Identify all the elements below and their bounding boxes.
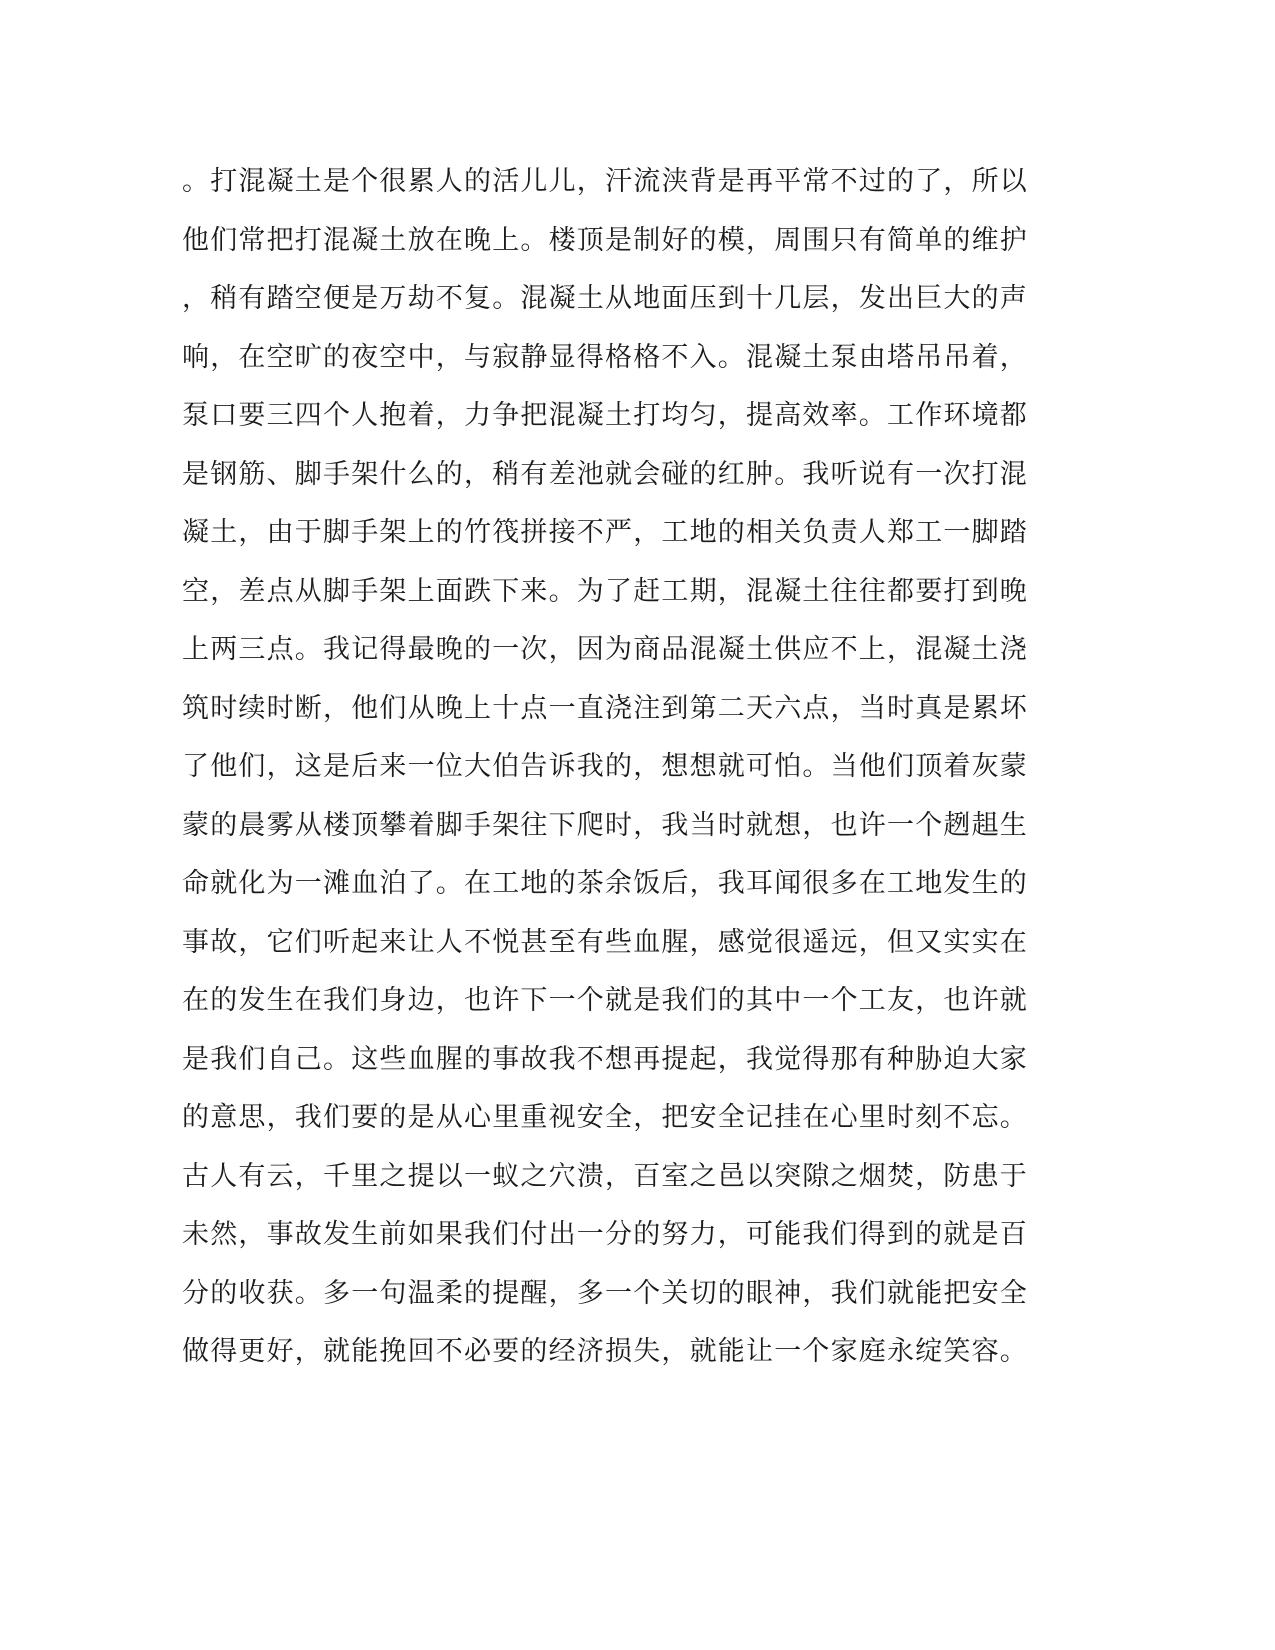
text-line: 命就化为一滩血泊了。在工地的茶余饭后，我耳闻很多在工地发生的: [182, 868, 1028, 899]
text-line: 泵口要三四个人抱着，力争把混凝土打均匀，提高效率。工作环境都: [182, 400, 1028, 431]
text-line: 在的发生在我们身边，也许下一个就是我们的其中一个工友，也许就: [182, 985, 1028, 1016]
text-line: 事故，它们听起来让人不悦甚至有些血腥，感觉很遥远，但又实实在: [182, 926, 1028, 958]
text-line: 响，在空旷的夜空中，与寂静显得格格不入。混凝土泵由塔吊吊着，: [182, 341, 1028, 373]
text-line: 凝土，由于脚手架上的竹筏拼接不严，工地的相关负责人郑工一脚踏: [182, 517, 1028, 548]
text-line: 他们常把打混凝土放在晚上。楼顶是制好的模，周围只有简单的维护: [182, 224, 1028, 256]
text-line: 是我们自己。这些血腥的事故我不想再提起，我觉得那有种胁迫大家: [182, 1043, 1028, 1075]
text-line: 是钢筋、脚手架什么的，稍有差池就会碰的红肿。我听说有一次打混: [182, 458, 1028, 490]
text-line: 筑时续时断，他们从晚上十点一直浇注到第二天六点，当时真是累坏: [182, 692, 1028, 724]
text-line: 蒙的晨雾从楼顶攀着脚手架往下爬时，我当时就想，也许一个趔趄生: [182, 809, 1028, 841]
text-line: 分的收获。多一句温柔的提醒，多一个关切的眼神，我们就能把安全: [182, 1277, 1028, 1309]
body-text: [182, 158, 1028, 1387]
text-line: 做得更好，就能挽回不必要的经济损失，就能让一个家庭永绽笑容。: [182, 1336, 1028, 1367]
text-line: 。打混凝土是个很累人的活儿儿，汗流浃背是再平常不过的了，所以: [182, 166, 1028, 197]
text-line: 上两三点。我记得最晚的一次，因为商品混凝土供应不上，混凝土浇: [182, 634, 1028, 665]
text-line: 的意思，我们要的是从心里重视安全，把安全记挂在心里时刻不忘。: [182, 1102, 1028, 1133]
text-line: 未然，事故发生前如果我们付出一分的努力，可能我们得到的就是百: [182, 1219, 1028, 1250]
text-line: 古人有云，千里之提以一蚁之穴溃，百室之邑以突隙之烟焚，防患于: [182, 1160, 1028, 1192]
text-line: 空，差点从脚手架上面跌下来。为了赶工期，混凝土往往都要打到晚: [182, 575, 1028, 607]
text-line: ，稍有踏空便是万劫不复。混凝土从地面压到十几层，发出巨大的声: [182, 283, 1028, 314]
text-line: 了他们，这是后来一位大伯告诉我的，想想就可怕。当他们顶着灰蒙: [182, 751, 1028, 782]
